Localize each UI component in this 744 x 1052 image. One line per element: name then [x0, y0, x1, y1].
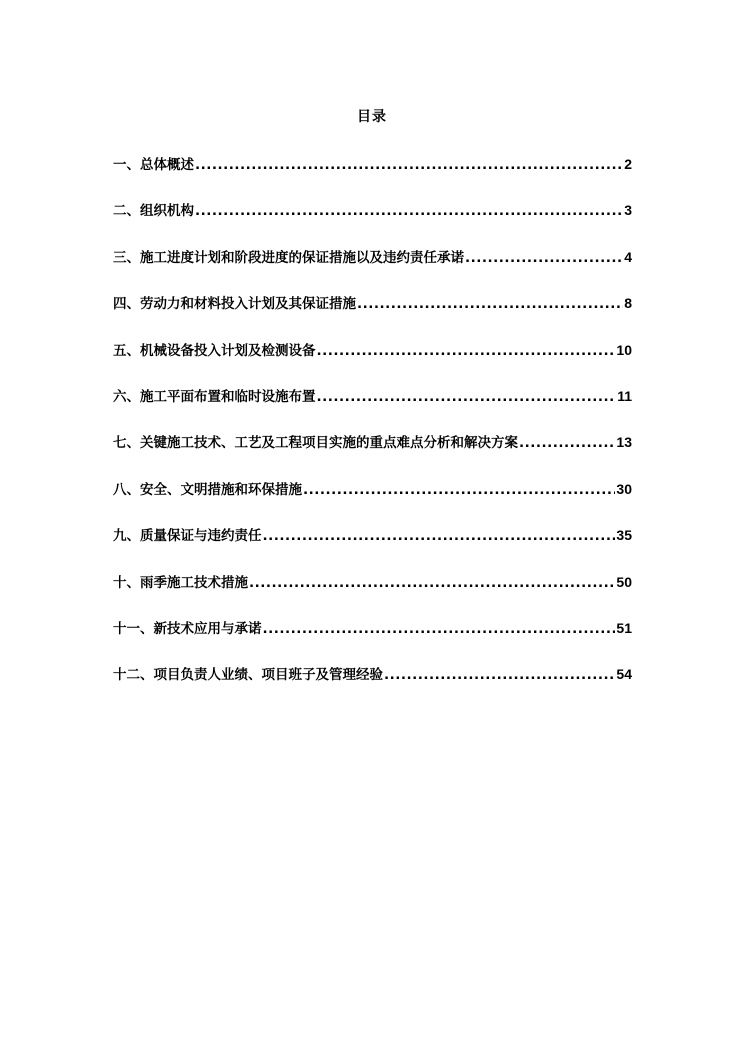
toc-entry-2[interactable] [113, 200, 632, 246]
toc-page-number: 54 [616, 666, 632, 683]
toc-page-number: 11 [617, 387, 632, 404]
toc-entry-label: 九、质量保证与违约责任 [113, 528, 262, 545]
toc-page-number: 50 [616, 573, 632, 590]
toc-entry-label: 十一、新技术应用与承诺 [113, 620, 262, 637]
dot-leader [195, 155, 623, 175]
toc-entry-label: 十二、项目负责人业绩、项目班子及管理经验 [113, 667, 383, 684]
dot-leader [465, 248, 623, 268]
dot-leader [384, 665, 615, 685]
toc-entry-label: 十、雨季施工技术措施 [113, 574, 248, 591]
toc-entry-9[interactable] [113, 525, 632, 571]
toc-entry-1[interactable] [113, 154, 632, 200]
toc-entry-3[interactable] [113, 247, 632, 293]
toc-entry-4[interactable] [113, 293, 632, 339]
toc-entry-12[interactable] [113, 664, 632, 710]
toc-page-number: 30 [616, 480, 632, 497]
dot-leader [317, 387, 617, 407]
dot-leader [249, 573, 615, 593]
toc-page-number: 10 [616, 341, 632, 358]
toc-page-number: 4 [624, 248, 632, 265]
dot-leader [303, 480, 615, 500]
dot-leader [519, 433, 615, 453]
toc-entry-5[interactable] [113, 340, 632, 386]
toc-page-number: 3 [624, 202, 632, 219]
toc-page-number: 2 [624, 156, 632, 172]
toc-entry-label: 五、机械设备投入计划及检测设备 [113, 342, 316, 359]
toc-page-number: 13 [616, 434, 632, 451]
toc-page-number: 8 [624, 295, 632, 312]
toc-entry-label: 六、施工平面布置和临时设施布置 [113, 388, 316, 405]
dot-leader [263, 619, 616, 639]
dot-leader [317, 341, 616, 361]
toc-entry-6[interactable] [113, 386, 632, 432]
toc-entry-label: 三、施工进度计划和阶段进度的保证措施以及违约责任承诺 [113, 249, 464, 266]
dot-leader [195, 201, 623, 221]
toc-entry-10[interactable] [113, 572, 632, 618]
toc-entry-label: 四、劳动力和材料投入计划及其保证措施 [113, 296, 356, 313]
dot-leader [263, 526, 616, 546]
toc-entry-label: 二、组织机构 [113, 203, 194, 220]
toc-entry-11[interactable] [113, 618, 632, 664]
toc-page-number: 51 [616, 619, 632, 636]
toc-entry-8[interactable] [113, 479, 632, 525]
table-of-contents [113, 154, 632, 711]
page-title: 目录 [357, 109, 387, 125]
toc-page-number: 35 [616, 527, 632, 544]
toc-entry-label: 八、安全、文明措施和环保措施 [113, 481, 302, 498]
toc-entry-7[interactable] [113, 432, 632, 478]
dot-leader [357, 294, 623, 314]
toc-entry-label: 七、关键施工技术、工艺及工程项目实施的重点难点分析和解决方案 [113, 435, 518, 452]
toc-entry-label: 一、总体概述 [113, 157, 194, 173]
